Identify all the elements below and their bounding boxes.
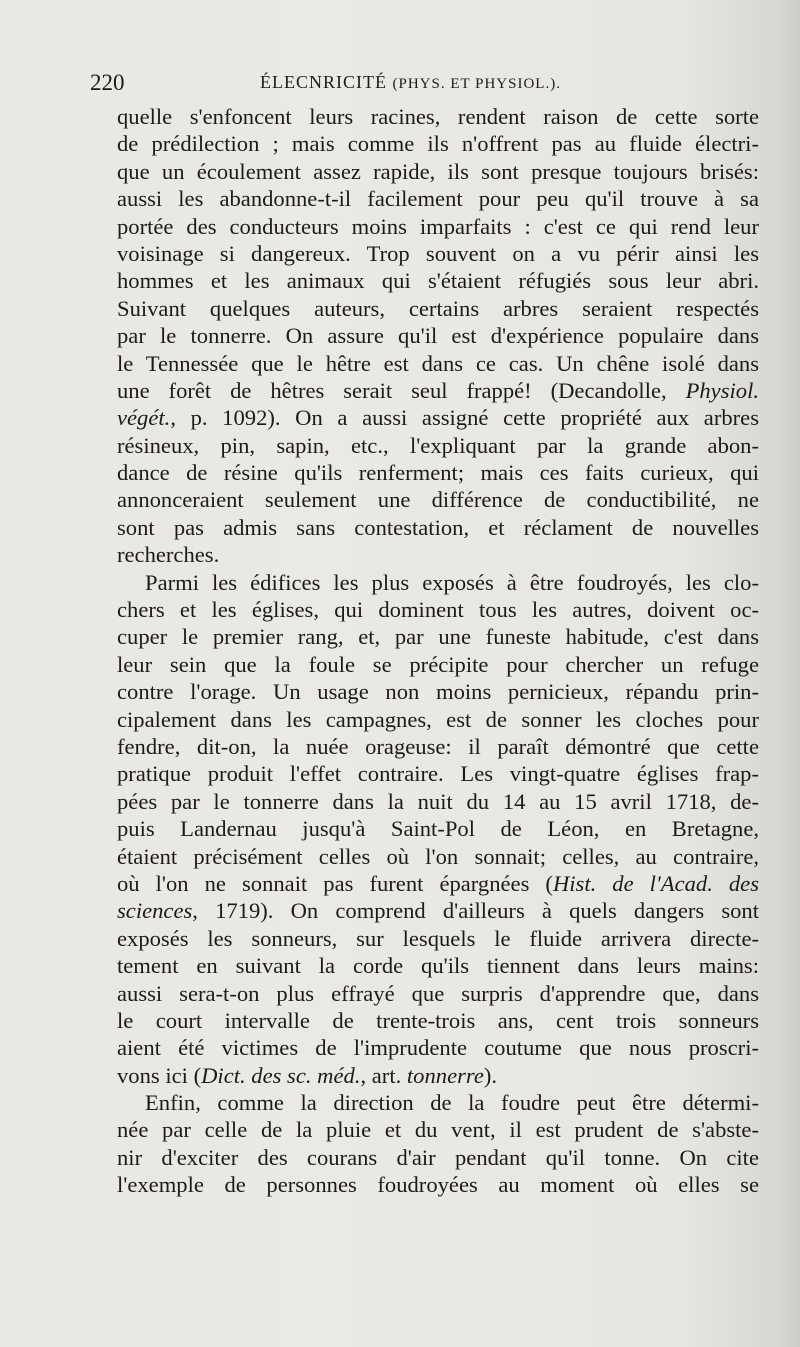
- text-run: portée des conducteurs moins imparfaits : c'est ce qui rend leur: [117, 213, 759, 239]
- text-run: que un écoulement assez rapide, ils sont presque toujours brisés:: [117, 158, 759, 184]
- text-run: aussi les abandonne-t-il facilement pour peu qu'il trouve à sa: [117, 186, 759, 212]
- text-line: [117, 733, 759, 760]
- text-run: dance de résine qu'ils renferment; mais ces faits curieux, qui: [117, 460, 759, 486]
- italic-citation: sciences: [117, 898, 193, 924]
- text-run: où l'on ne sonnait pas furent épargnées (: [117, 870, 553, 896]
- text-run: le Tennessée que le hêtre est dans ce cas. Un chêne isolé dans: [117, 350, 759, 376]
- text-line: [117, 623, 759, 650]
- text-run: contre l'orage. Un usage non moins pernicieux, répandu prin-: [117, 679, 759, 705]
- body-text: [117, 103, 759, 1199]
- text-run: étaient précisément celles où l'on sonnait; celles, au contraire,: [117, 843, 759, 869]
- italic-citation: tonnerre: [406, 1062, 484, 1088]
- text-line: [117, 843, 759, 870]
- text-line: [117, 541, 759, 568]
- text-run: , art.: [360, 1062, 407, 1088]
- text-run: puis Landernau jusqu'à Saint-Pol de Léon, en Bretagne,: [117, 816, 759, 842]
- text-line: [117, 1007, 759, 1034]
- running-head-subtitle: (PHYS. ET PHYSIOL.).: [392, 76, 561, 92]
- text-run: quelle s'enfoncent leurs racines, rendent raison de cette sorte: [117, 104, 759, 129]
- text-run: née par celle de la pluie et du vent, il est prudent de s'abste-: [117, 1117, 759, 1143]
- text-line: [117, 569, 759, 596]
- text-run: pratique produit l'effet contraire. Les vingt-quatre églises frap-: [117, 761, 759, 787]
- text-run: fendre, dit-on, la nuée orageuse: il paraît démontré que cette: [117, 733, 759, 759]
- running-head-main: ÉLECNRICITÉ: [260, 72, 387, 92]
- text-line: [117, 980, 759, 1007]
- text-line: [117, 1062, 759, 1089]
- text-run: par le tonnerre. On assure qu'il est d'expérience populaire dans: [117, 323, 759, 349]
- text-line: [117, 130, 759, 157]
- text-line: [117, 185, 759, 212]
- text-line: [117, 103, 759, 130]
- text-line: [117, 213, 759, 240]
- text-run: cipalement dans les campagnes, est de sonner les cloches pour: [117, 706, 759, 732]
- text-run: , 1719). On comprend d'ailleurs à quels dangers sont: [192, 898, 759, 924]
- text-line: [117, 267, 759, 294]
- text-line: [117, 514, 759, 541]
- text-line: [117, 404, 759, 431]
- text-line: [117, 925, 759, 952]
- text-run: le court intervalle de trente-trois ans, cent trois sonneurs: [117, 1007, 759, 1033]
- text-line: [117, 1034, 759, 1061]
- text-line: [117, 240, 759, 267]
- text-run: aussi sera-t-on plus effrayé que surpris d'apprendre que, dans: [117, 980, 759, 1006]
- text-run: tement en suivant la corde qu'ils tiennent dans leurs mains:: [117, 953, 759, 979]
- text-run: sont pas admis sans contestation, et réclament de nouvelles: [117, 514, 759, 540]
- text-run: Enfin, comme la direction de la foudre peut être détermi-: [145, 1090, 759, 1116]
- text-line: [117, 322, 759, 349]
- text-line: [117, 432, 759, 459]
- text-line: [117, 897, 759, 924]
- text-run: , p. 1092). On a aussi assigné cette propriété aux arbres: [170, 405, 759, 431]
- text-line: [117, 1171, 759, 1198]
- text-run: annonceraient seulement une différence de conductibilité, ne: [117, 487, 759, 513]
- text-run: Suivant quelques auteurs, certains arbres seraient respectés: [117, 295, 759, 321]
- text-run: hommes et les animaux qui s'étaient réfugiés sous leur abri.: [117, 268, 759, 294]
- page-number: 220: [90, 70, 125, 95]
- text-run: Parmi les édifices les plus exposés à être foudroyés, les clo-: [145, 569, 759, 595]
- text-line: [117, 158, 759, 185]
- text-run: résineux, pin, sapin, etc., l'expliquant par la grande abon-: [117, 432, 759, 458]
- text-line: [117, 459, 759, 486]
- text-line: [117, 1089, 759, 1116]
- italic-citation: Dict. des sc. méd.: [201, 1062, 361, 1088]
- text-line: [117, 651, 759, 678]
- text-run: nir d'exciter des courans d'air pendant qu'il tonne. On cite: [117, 1144, 759, 1170]
- text-line: [117, 1144, 759, 1171]
- page-header: [90, 70, 790, 100]
- text-run: aient été victimes de l'imprudente coutume que nous proscri-: [117, 1035, 759, 1061]
- text-line: [117, 706, 759, 733]
- text-line: [117, 295, 759, 322]
- text-line: [117, 486, 759, 513]
- text-run: ).: [483, 1062, 498, 1088]
- text-line: [117, 815, 759, 842]
- text-run: leur sein que la foule se précipite pour chercher un refuge: [117, 651, 759, 677]
- italic-citation: Physiol.: [685, 377, 759, 403]
- text-line: [117, 596, 759, 623]
- text-line: [117, 678, 759, 705]
- text-line: [117, 1116, 759, 1143]
- text-line: [117, 788, 759, 815]
- text-line: [117, 870, 759, 897]
- running-head: [260, 72, 561, 93]
- text-run: pées par le tonnerre dans la nuit du 14 au 15 avril 1718, de-: [117, 788, 759, 814]
- text-run: chers et les églises, qui dominent tous les autres, doivent oc-: [117, 597, 759, 623]
- text-line: [117, 760, 759, 787]
- text-line: [117, 952, 759, 979]
- text-run: recherches.: [117, 542, 220, 568]
- text-run: voisinage si dangereux. Trop souvent on a vu périr ainsi les: [117, 240, 759, 266]
- text-run: exposés les sonneurs, sur lesquels le fluide arrivera directe-: [117, 925, 759, 951]
- italic-citation: Hist. de l'Acad. des: [552, 870, 759, 896]
- text-run: cuper le premier rang, et, par une funeste habitude, c'est dans: [117, 624, 759, 650]
- text-run: de prédilection ; mais comme ils n'offrent pas au fluide électri-: [117, 131, 759, 157]
- text-line: [117, 377, 759, 404]
- text-line: [117, 350, 759, 377]
- text-run: une forêt de hêtres serait seul frappé! (Decandolle,: [117, 377, 686, 403]
- italic-citation: végét.: [117, 405, 171, 431]
- text-run: vons ici (: [117, 1062, 202, 1088]
- text-run: l'exemple de personnes foudroyées au moment où elles se: [117, 1172, 759, 1198]
